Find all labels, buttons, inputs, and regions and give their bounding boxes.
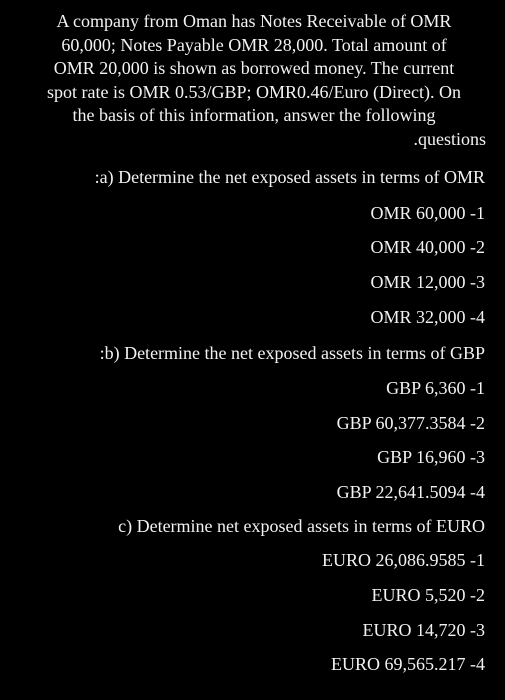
problem-line: spot rate is OMR 0.53/GBP; OMR0.46/Euro (Direct). On — [47, 81, 461, 102]
question-a-option-1[interactable]: OMR 60,000 -1 — [370, 203, 485, 223]
question-c-option-4[interactable]: EURO 69,565.217 -4 — [331, 654, 485, 674]
question-b-option-3[interactable]: GBP 16,960 -3 — [377, 447, 485, 467]
question-c-option-1[interactable]: EURO 26,086.9585 -1 — [322, 550, 485, 570]
problem-line: A company from Oman has Notes Receivable of OMR — [56, 11, 452, 31]
question-c-option-2[interactable]: EURO 5,520 -2 — [371, 585, 485, 605]
problem-line: .questions — [413, 128, 486, 149]
question-b-option-4[interactable]: GBP 22,641.5094 -4 — [336, 482, 485, 502]
question-a-option-4[interactable]: OMR 32,000 -4 — [370, 307, 485, 327]
problem-line: 60,000; Notes Payable OMR 28,000. Total amount of — [61, 34, 447, 55]
question-b-option-2[interactable]: GBP 60,377.3584 -2 — [336, 413, 485, 433]
question-a-option-3[interactable]: OMR 12,000 -3 — [370, 272, 485, 292]
problem-line: the basis of this information, answer the following — [72, 105, 436, 126]
question-b-prompt: :b) Determine the net exposed assets in terms of GBP — [99, 343, 485, 363]
question-b-option-1[interactable]: GBP 6,360 -1 — [386, 378, 485, 398]
question-c-prompt: c) Determine net exposed assets in terms of EURO — [118, 516, 485, 536]
question-a-option-2[interactable]: OMR 40,000 -2 — [370, 237, 485, 257]
problem-line: OMR 20,000 is shown as borrowed money. The current — [53, 58, 455, 79]
question-a-prompt: :a) Determine the net exposed assets in terms of OMR — [94, 167, 485, 187]
problem-statement — [22, 10, 486, 152]
question-c-option-3[interactable]: EURO 14,720 -3 — [362, 620, 485, 640]
